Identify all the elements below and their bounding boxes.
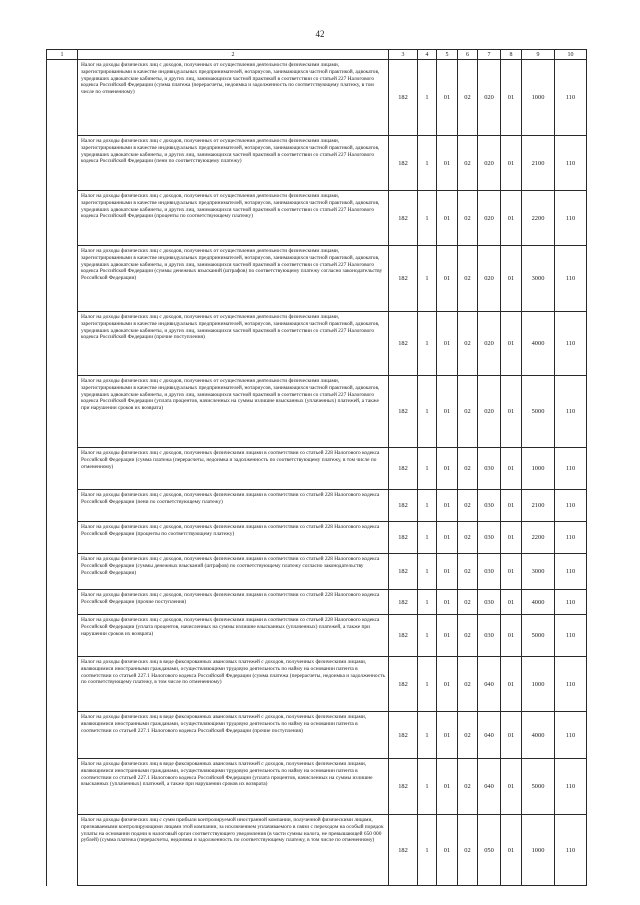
- page-number: 42: [315, 29, 325, 39]
- code-cell: 050: [478, 815, 501, 886]
- income-description: Налог на доходы физических лиц в виде фиксированных авансовых платежей с доходов, полученных физическими лицами, являющимися иностранными гражданами, осуществляющими трудовую деятельность по найму на основании патента в соответствии со статьей 227.1 Налогового кодекса Российской Федерации (прочие поступления): [78, 712, 389, 759]
- code-cell: 110: [555, 60, 587, 136]
- code-cell: 01: [437, 136, 458, 191]
- row-index-cell: [47, 376, 78, 448]
- code-cell: 01: [501, 554, 522, 590]
- column-header: 4: [418, 50, 437, 60]
- code-cell: 02: [458, 712, 478, 759]
- row-index-cell: [47, 490, 78, 522]
- code-cell: 2200: [522, 191, 555, 246]
- code-cell: 01: [437, 815, 458, 886]
- code-cell: 01: [501, 246, 522, 312]
- code-cell: 040: [478, 657, 501, 712]
- code-cell: 4000: [522, 712, 555, 759]
- row-index-cell: [47, 590, 78, 615]
- code-cell: 01: [437, 191, 458, 246]
- code-cell: 1: [418, 376, 437, 448]
- code-cell: 020: [478, 376, 501, 448]
- column-header: 1: [47, 50, 78, 60]
- income-description: Налог на доходы физических лиц с доходов, полученных физическими лицами в соответствии со статьей 228 Налогового кодекса Российской Федерации (сумма платежа (перерасчеты, недоимка и задолженность по соответствующему платежу, в том числе по отмененному): [78, 448, 389, 490]
- code-cell: 110: [555, 712, 587, 759]
- code-cell: 01: [437, 312, 458, 376]
- code-cell: 01: [437, 246, 458, 312]
- code-cell: 02: [458, 554, 478, 590]
- code-cell: 020: [478, 246, 501, 312]
- code-cell: 01: [437, 759, 458, 815]
- code-cell: 1: [418, 136, 437, 191]
- income-description: Налог на доходы физических лиц с доходов, полученных физическими лицами в соответствии со статьей 228 Налогового кодекса Российской Федерации (пени по соответствующему платежу): [78, 490, 389, 522]
- column-header: 9: [522, 50, 555, 60]
- code-cell: 1: [418, 554, 437, 590]
- table-row: [47, 522, 587, 554]
- code-cell: 1: [418, 312, 437, 376]
- budget-classification-table: [46, 49, 587, 886]
- income-description: Налог на доходы физических лиц с доходов, полученных физическими лицами в соответствии со статьей 228 Налогового кодекса Российской Федерации (прочие поступления): [78, 590, 389, 615]
- code-cell: 01: [501, 191, 522, 246]
- income-description: Налог на доходы физических лиц с доходов, полученных физическими лицами в соответствии со статьей 228 Налогового кодекса Российской Федерации (уплата процентов, начисленных на суммы излишне взысканных (уплаченных) платежей, а также при нарушении сроков их возврата): [78, 615, 389, 657]
- code-cell: 01: [501, 136, 522, 191]
- code-cell: 040: [478, 712, 501, 759]
- code-cell: 182: [389, 490, 418, 522]
- code-cell: 01: [437, 657, 458, 712]
- code-cell: 01: [437, 376, 458, 448]
- income-description: Налог на доходы физических лиц с доходов, полученных физическими лицами в соответствии со статьей 228 Налогового кодекса Российской Федерации (проценты по соответствующему платежу): [78, 522, 389, 554]
- code-cell: 182: [389, 815, 418, 886]
- code-cell: 2100: [522, 490, 555, 522]
- code-cell: 030: [478, 590, 501, 615]
- row-index-cell: [47, 522, 78, 554]
- column-header: 2: [78, 50, 389, 60]
- code-cell: 182: [389, 191, 418, 246]
- code-cell: 02: [458, 376, 478, 448]
- code-cell: 182: [389, 590, 418, 615]
- column-header: 10: [555, 50, 587, 60]
- code-cell: 01: [501, 376, 522, 448]
- code-cell: 1: [418, 759, 437, 815]
- code-cell: 02: [458, 815, 478, 886]
- row-index-cell: [47, 554, 78, 590]
- code-cell: 040: [478, 759, 501, 815]
- code-cell: 110: [555, 590, 587, 615]
- code-cell: 030: [478, 615, 501, 657]
- code-cell: 020: [478, 312, 501, 376]
- code-cell: 182: [389, 246, 418, 312]
- code-cell: 02: [458, 615, 478, 657]
- code-cell: 01: [437, 490, 458, 522]
- code-cell: 02: [458, 312, 478, 376]
- table-row: [47, 376, 587, 448]
- code-cell: 01: [437, 60, 458, 136]
- code-cell: 02: [458, 490, 478, 522]
- code-cell: 4000: [522, 590, 555, 615]
- code-cell: 1000: [522, 448, 555, 490]
- row-index-cell: [47, 60, 78, 136]
- table-row: [47, 136, 587, 191]
- code-cell: 5000: [522, 759, 555, 815]
- code-cell: 182: [389, 312, 418, 376]
- code-cell: 01: [501, 522, 522, 554]
- code-cell: 02: [458, 657, 478, 712]
- column-number-row: [47, 50, 587, 60]
- table-row: [47, 615, 587, 657]
- code-cell: 02: [458, 191, 478, 246]
- code-cell: 110: [555, 759, 587, 815]
- code-cell: 02: [458, 448, 478, 490]
- code-cell: 02: [458, 136, 478, 191]
- code-cell: 110: [555, 815, 587, 886]
- table-row: [47, 712, 587, 759]
- column-header: 6: [458, 50, 478, 60]
- code-cell: 110: [555, 490, 587, 522]
- code-cell: 030: [478, 554, 501, 590]
- code-cell: 182: [389, 615, 418, 657]
- code-cell: 01: [501, 312, 522, 376]
- code-cell: 1000: [522, 815, 555, 886]
- code-cell: 110: [555, 246, 587, 312]
- code-cell: 01: [501, 712, 522, 759]
- code-cell: 1: [418, 448, 437, 490]
- code-cell: 01: [437, 522, 458, 554]
- row-index-cell: [47, 759, 78, 815]
- column-header: 8: [501, 50, 522, 60]
- code-cell: 182: [389, 136, 418, 191]
- column-header: 3: [389, 50, 418, 60]
- code-cell: 01: [501, 657, 522, 712]
- code-cell: 01: [437, 615, 458, 657]
- code-cell: 1: [418, 191, 437, 246]
- code-cell: 030: [478, 522, 501, 554]
- code-cell: 110: [555, 554, 587, 590]
- code-cell: 1000: [522, 60, 555, 136]
- income-description: Налог на доходы физических лиц в виде фиксированных авансовых платежей с доходов, полученных физическими лицами, являющимися иностранными гражданами, осуществляющими трудовую деятельность по найму на основании патента в соответствии со статьей 227.1 Налогового кодекса Российской Федерации (сумма платежа (перерасчеты, недоимка и задолженность по соответствующему платежу, в том числе по отмененному): [78, 657, 389, 712]
- code-cell: 182: [389, 448, 418, 490]
- code-cell: 2200: [522, 522, 555, 554]
- code-cell: 1: [418, 590, 437, 615]
- table-row: [47, 191, 587, 246]
- code-cell: 01: [437, 590, 458, 615]
- code-cell: 3000: [522, 246, 555, 312]
- income-description: Налог на доходы физических лиц с доходов, полученных от осуществления деятельности физическими лицами, зарегистрированными в качестве индивидуальных предпринимателей, нотариусов, занимающихся частной практикой, адвокатов, учредивших адвокатские кабинеты, и других лиц, занимающихся частной практикой в соответствии со статьей 227 Налогового кодекса Российской Федерации (уплата процентов, начисленных на суммы излишне взысканных (уплаченных) платежей, а также при нарушении сроков их возврата): [78, 376, 389, 448]
- code-cell: 110: [555, 657, 587, 712]
- row-index-cell: [47, 246, 78, 312]
- code-cell: 02: [458, 590, 478, 615]
- code-cell: 182: [389, 522, 418, 554]
- row-index-cell: [47, 136, 78, 191]
- code-cell: 110: [555, 522, 587, 554]
- code-cell: 01: [501, 759, 522, 815]
- code-cell: 01: [437, 712, 458, 759]
- income-description: Налог на доходы физических лиц с доходов, полученных от осуществления деятельности физическими лицами, зарегистрированными в качестве индивидуальных предпринимателей, нотариусов, занимающихся частной практикой, адвокатов, учредивших адвокатские кабинеты, и других лиц, занимающихся частной практикой в соответствии со статьей 227 Налогового кодекса Российской Федерации (суммы денежных взысканий (штрафов) по соответствующему платежу согласно законодательству Российской Федерации): [78, 246, 389, 312]
- code-cell: 1000: [522, 657, 555, 712]
- table-row: [47, 815, 587, 886]
- code-cell: 02: [458, 246, 478, 312]
- code-cell: 110: [555, 191, 587, 246]
- row-index-cell: [47, 448, 78, 490]
- code-cell: 1: [418, 246, 437, 312]
- row-index-cell: [47, 191, 78, 246]
- income-description: Налог на доходы физических лиц в виде фиксированных авансовых платежей с доходов, полученных физическими лицами, являющимися иностранными гражданами, осуществляющими трудовую деятельность по найму на основании патента в соответствии со статьей 227.1 Налогового кодекса Российской Федерации (уплата процентов, начисленных на суммы излишне взысканных (уплаченных) платежей, а также при нарушении сроков их возврата): [78, 759, 389, 815]
- code-cell: 01: [437, 448, 458, 490]
- column-header: 7: [478, 50, 501, 60]
- column-header: 5: [437, 50, 458, 60]
- table-row: [47, 554, 587, 590]
- table-row: [47, 490, 587, 522]
- code-cell: 01: [501, 815, 522, 886]
- table-row: [47, 448, 587, 490]
- code-cell: 01: [501, 448, 522, 490]
- code-cell: 020: [478, 136, 501, 191]
- row-index-cell: [47, 815, 78, 886]
- code-cell: 2100: [522, 136, 555, 191]
- code-cell: 030: [478, 490, 501, 522]
- income-description: Налог на доходы физических лиц с доходов, полученных физическими лицами в соответствии со статьей 228 Налогового кодекса Российской Федерации (суммы денежных взысканий (штрафов) по соответствующему платежу согласно законодательству Российской Федерации): [78, 554, 389, 590]
- income-description: Налог на доходы физических лиц с доходов, полученных от осуществления деятельности физическими лицами, зарегистрированными в качестве индивидуальных предпринимателей, нотариусов, занимающихся частной практикой, адвокатов, учредивших адвокатские кабинеты, и других лиц, занимающихся частной практикой в соответствии со статьей 227 Налогового кодекса Российской Федерации (пени по соответствующему платежу): [78, 136, 389, 191]
- code-cell: 02: [458, 522, 478, 554]
- code-cell: 1: [418, 490, 437, 522]
- table-row: [47, 312, 587, 376]
- code-cell: 182: [389, 712, 418, 759]
- code-cell: 1: [418, 712, 437, 759]
- code-cell: 01: [437, 554, 458, 590]
- code-cell: 3000: [522, 554, 555, 590]
- table-row: [47, 246, 587, 312]
- table-row: [47, 759, 587, 815]
- code-cell: 01: [501, 490, 522, 522]
- income-description: Налог на доходы физических лиц с сумм прибыли контролируемой иностранной компании, полученной физическими лицами, признаваемыми контролирующими лицами этой компании, за исключением уплачиваемого в связи с переходом на особый порядок уплаты на основании подачи в налоговый орган соответствующего уведомления (в части суммы налога, не превышающей 650 000 рублей) (сумма платежа (перерасчеты, недоимка и задолженность по соответствующему платежу, в том числе по отмененному): [78, 815, 389, 886]
- table-row: [47, 60, 587, 136]
- code-cell: 110: [555, 615, 587, 657]
- code-cell: 1: [418, 60, 437, 136]
- row-index-cell: [47, 312, 78, 376]
- code-cell: 01: [501, 60, 522, 136]
- table-row: [47, 590, 587, 615]
- code-cell: 110: [555, 376, 587, 448]
- code-cell: 5000: [522, 376, 555, 448]
- code-cell: 02: [458, 759, 478, 815]
- code-cell: 182: [389, 759, 418, 815]
- code-cell: 1: [418, 815, 437, 886]
- code-cell: 182: [389, 657, 418, 712]
- code-cell: 1: [418, 522, 437, 554]
- code-cell: 030: [478, 448, 501, 490]
- table-row: [47, 657, 587, 712]
- row-index-cell: [47, 615, 78, 657]
- row-index-cell: [47, 657, 78, 712]
- income-description: Налог на доходы физических лиц с доходов, полученных от осуществления деятельности физическими лицами, зарегистрированными в качестве индивидуальных предпринимателей, нотариусов, занимающихся частной практикой, адвокатов, учредивших адвокатские кабинеты, и других лиц, занимающихся частной практикой в соответствии со статьей 227 Налогового кодекса Российской Федерации (прочие поступления): [78, 312, 389, 376]
- code-cell: 020: [478, 60, 501, 136]
- code-cell: 4000: [522, 312, 555, 376]
- code-cell: 1: [418, 615, 437, 657]
- code-cell: 02: [458, 60, 478, 136]
- income-description: Налог на доходы физических лиц с доходов, полученных от осуществления деятельности физическими лицами, зарегистрированными в качестве индивидуальных предпринимателей, нотариусов, занимающихся частной практикой, адвокатов, учредивших адвокатские кабинеты, и других лиц, занимающихся частной практикой в соответствии со статьей 227 Налогового кодекса Российской Федерации (проценты по соответствующему платежу): [78, 191, 389, 246]
- code-cell: 5000: [522, 615, 555, 657]
- code-cell: 110: [555, 448, 587, 490]
- code-cell: 182: [389, 60, 418, 136]
- income-description: Налог на доходы физических лиц с доходов, полученных от осуществления деятельности физическими лицами, зарегистрированными в качестве индивидуальных предпринимателей, нотариусов, занимающихся частной практикой, адвокатов, учредивших адвокатские кабинеты, и других лиц, занимающихся частной практикой в соответствии со статьей 227 Налогового кодекса Российской Федерации (сумма платежа (перерасчеты, недоимка и задолженность по соответствующему платежу, в том числе по отмененному): [78, 60, 389, 136]
- code-cell: 01: [501, 590, 522, 615]
- code-cell: 110: [555, 136, 587, 191]
- code-cell: 182: [389, 554, 418, 590]
- code-cell: 1: [418, 657, 437, 712]
- code-cell: 020: [478, 191, 501, 246]
- row-index-cell: [47, 712, 78, 759]
- code-cell: 01: [501, 615, 522, 657]
- code-cell: 110: [555, 312, 587, 376]
- code-cell: 182: [389, 376, 418, 448]
